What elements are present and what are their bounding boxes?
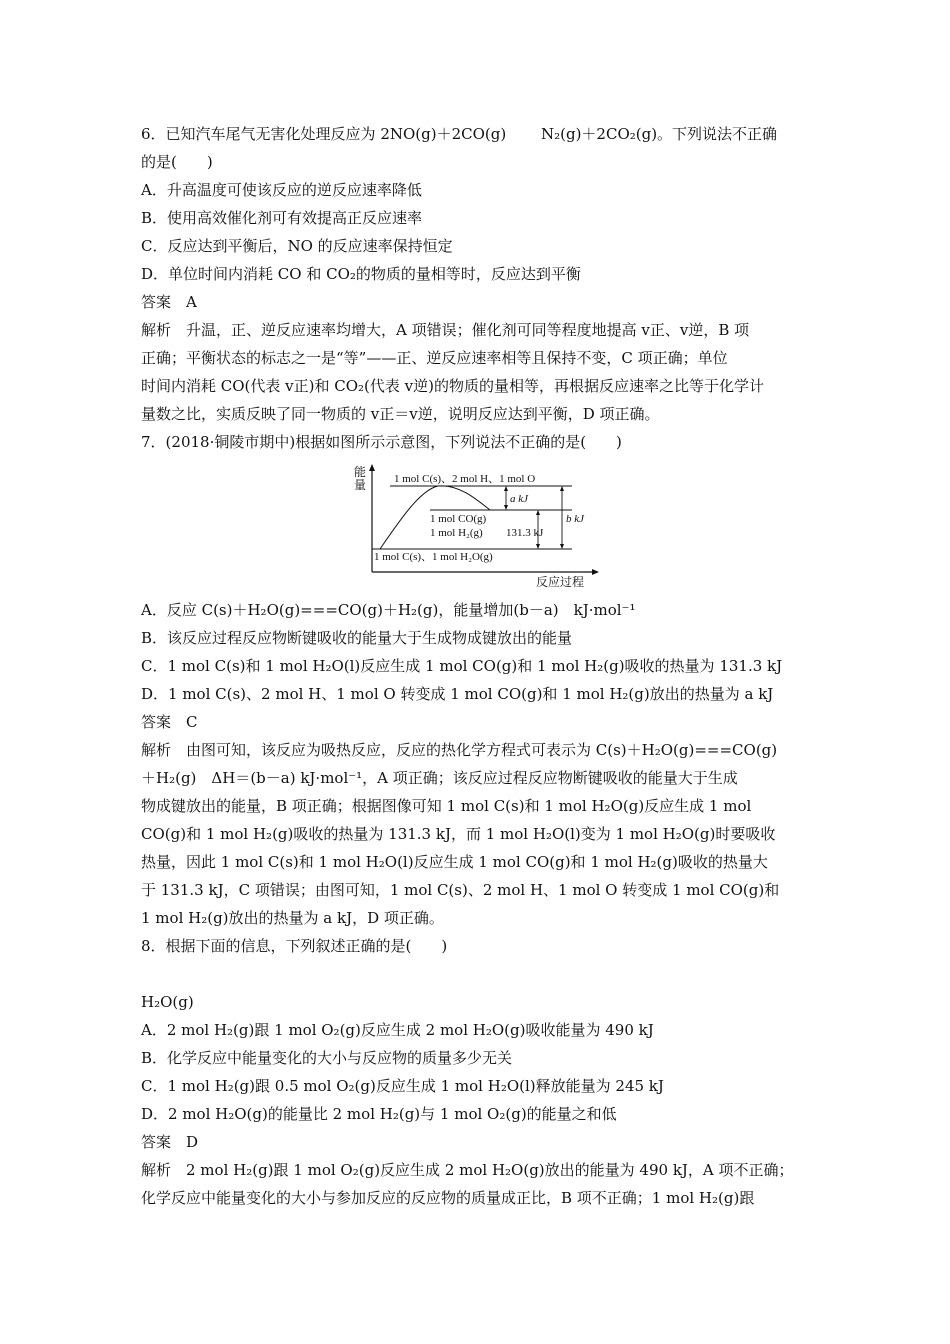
q7-analysis-line2: ＋H₂(g) ΔH＝(b－a) kJ·mol⁻¹，A 项正确；该反应过程反应物断键吸收的能量大于生成 bbox=[141, 769, 738, 787]
mid-level-label-1: 1 mol CO(g) bbox=[430, 513, 487, 525]
q7-analysis-line4: CO(g)和 1 mol H₂(g)吸收的热量为 131.3 kJ，而 1 mol H₂O(l)变为 1 mol H₂O(g)时要吸收 bbox=[141, 825, 776, 843]
q7-option-c: C．1 mol C(s)和 1 mol H₂O(l)反应生成 1 mol CO(g)和 1 mol H₂(g)吸收的热量为 131.3 kJ bbox=[141, 657, 783, 675]
q6-option-a: A．升高温度可使该反应的逆反应速率降低 bbox=[141, 181, 422, 199]
x-axis-label: 反应过程 bbox=[536, 575, 585, 589]
q6-analysis-line4: 量数之比，实质反映了同一物质的 v正＝v逆，说明反应达到平衡，D 项正确。 bbox=[141, 405, 660, 423]
q8-fragment: H₂O(g) bbox=[141, 993, 194, 1011]
q7-analysis-line5: 热量，因此 1 mol C(s)和 1 mol H₂O(l)反应生成 1 mol CO(g)和 1 mol H₂(g)吸收的热量大 bbox=[141, 853, 768, 871]
q6-option-b: B．使用高效催化剂可有效提高正反应速率 bbox=[141, 209, 423, 227]
q6-stem-line1: 6．已知汽车尾气无害化处理反应为 2NO(g)＋2CO(g) N₂(g)＋2CO₂(g)。下列说法不正确 bbox=[141, 125, 778, 143]
q7-analysis-line3: 物成键放出的能量，B 项正确；根据图像可知 1 mol C(s)和 1 mol H₂O(g)反应生成 1 mol bbox=[141, 797, 752, 815]
q7-stem: 7．(2018·铜陵市期中)根据如图所示示意图，下列说法不正确的是( ) bbox=[141, 433, 622, 451]
q6-stem-line2: 的是( ) bbox=[141, 153, 213, 171]
energy-diagram bbox=[340, 460, 600, 590]
q7-option-b: B．该反应过程反应物断键吸收的能量大于生成物成键放出的能量 bbox=[141, 629, 573, 647]
q8-analysis-line1: 解析 2 mol H₂(g)跟 1 mol O₂(g)反应生成 2 mol H₂O(g)放出的能量为 490 kJ，A 项不正确； bbox=[141, 1161, 794, 1179]
a-label: a kJ bbox=[510, 493, 529, 505]
q8-option-c: C．1 mol H₂(g)跟 0.5 mol O₂(g)反应生成 1 mol H₂O(l)释放能量为 245 kJ bbox=[141, 1077, 664, 1095]
q7-option-d: D．1 mol C(s)、2 mol H、1 mol O 转变成 1 mol CO(g)和 1 mol H₂(g)放出的热量为 a kJ bbox=[141, 685, 774, 703]
q8-stem: 8．根据下面的信息，下列叙述正确的是( ) bbox=[141, 937, 448, 955]
q7-analysis-line1: 解析 由图可知，该反应为吸热反应，反应的热化学方程式可表示为 C(s)＋H₂O(g)===CO(g) bbox=[141, 741, 778, 759]
q7-analysis-line7: 1 mol H₂(g)放出的热量为 a kJ，D 项正确。 bbox=[141, 909, 444, 927]
q8-option-a: A．2 mol H₂(g)跟 1 mol O₂(g)反应生成 2 mol H₂O(g)吸收能量为 490 kJ bbox=[141, 1021, 654, 1039]
q6-option-c: C．反应达到平衡后，NO 的反应速率保持恒定 bbox=[141, 237, 453, 255]
q6-analysis-line3: 时间内消耗 CO(代表 v正)和 CO₂(代表 v逆)的物质的量相等，再根据反应速率之比等于化学计 bbox=[141, 377, 764, 395]
q8-analysis-line2: 化学反应中能量变化的大小与参加反应的反应物的质量成正比，B 项不正确；1 mol H₂(g)跟 bbox=[141, 1189, 755, 1207]
y-axis-arrow bbox=[369, 464, 375, 471]
q6-analysis-line2: 正确；平衡状态的标志之一是“等”——正、逆反应速率相等且保持不变，C 项正确；单位 bbox=[141, 349, 728, 367]
b-label: b kJ bbox=[566, 513, 585, 525]
q6-analysis-line1: 解析 升温，正、逆反应速率均增大，A 项错误；催化剂可同等程度地提高 v正、v逆，B 项 bbox=[141, 321, 750, 339]
top-level-label: 1 mol C(s)、2 mol H、1 mol O bbox=[394, 473, 536, 485]
q8-option-b: B．化学反应中能量变化的大小与反应物的质量多少无关 bbox=[141, 1049, 513, 1067]
bottom-level-label: 1 mol C(s)、1 mol H₂O(g) bbox=[374, 551, 493, 563]
q6-answer: 答案 A bbox=[141, 293, 197, 311]
q7-answer: 答案 C bbox=[141, 713, 198, 731]
y-axis-label-2: 量 bbox=[354, 478, 367, 492]
x-axis-arrow bbox=[592, 569, 599, 575]
gap-label: 131.3 kJ bbox=[506, 527, 544, 539]
q8-option-d: D．2 mol H₂O(g)的能量比 2 mol H₂(g)与 1 mol O₂(g)的能量之和低 bbox=[141, 1105, 617, 1123]
q7-analysis-line6: 于 131.3 kJ，C 项错误；由图可知，1 mol C(s)、2 mol H、1 mol O 转变成 1 mol CO(g)和 bbox=[141, 881, 780, 899]
q8-answer: 答案 D bbox=[141, 1133, 199, 1151]
mid-level-label-2: 1 mol H₂(g) bbox=[430, 527, 483, 539]
y-axis-label-1: 能 bbox=[354, 465, 367, 479]
q6-option-d: D．单位时间内消耗 CO 和 CO₂的物质的量相等时，反应达到平衡 bbox=[141, 265, 581, 283]
q7-option-a: A．反应 C(s)＋H₂O(g)===CO(g)＋H₂(g)，能量增加(b－a) kJ·mol⁻¹ bbox=[141, 601, 636, 619]
